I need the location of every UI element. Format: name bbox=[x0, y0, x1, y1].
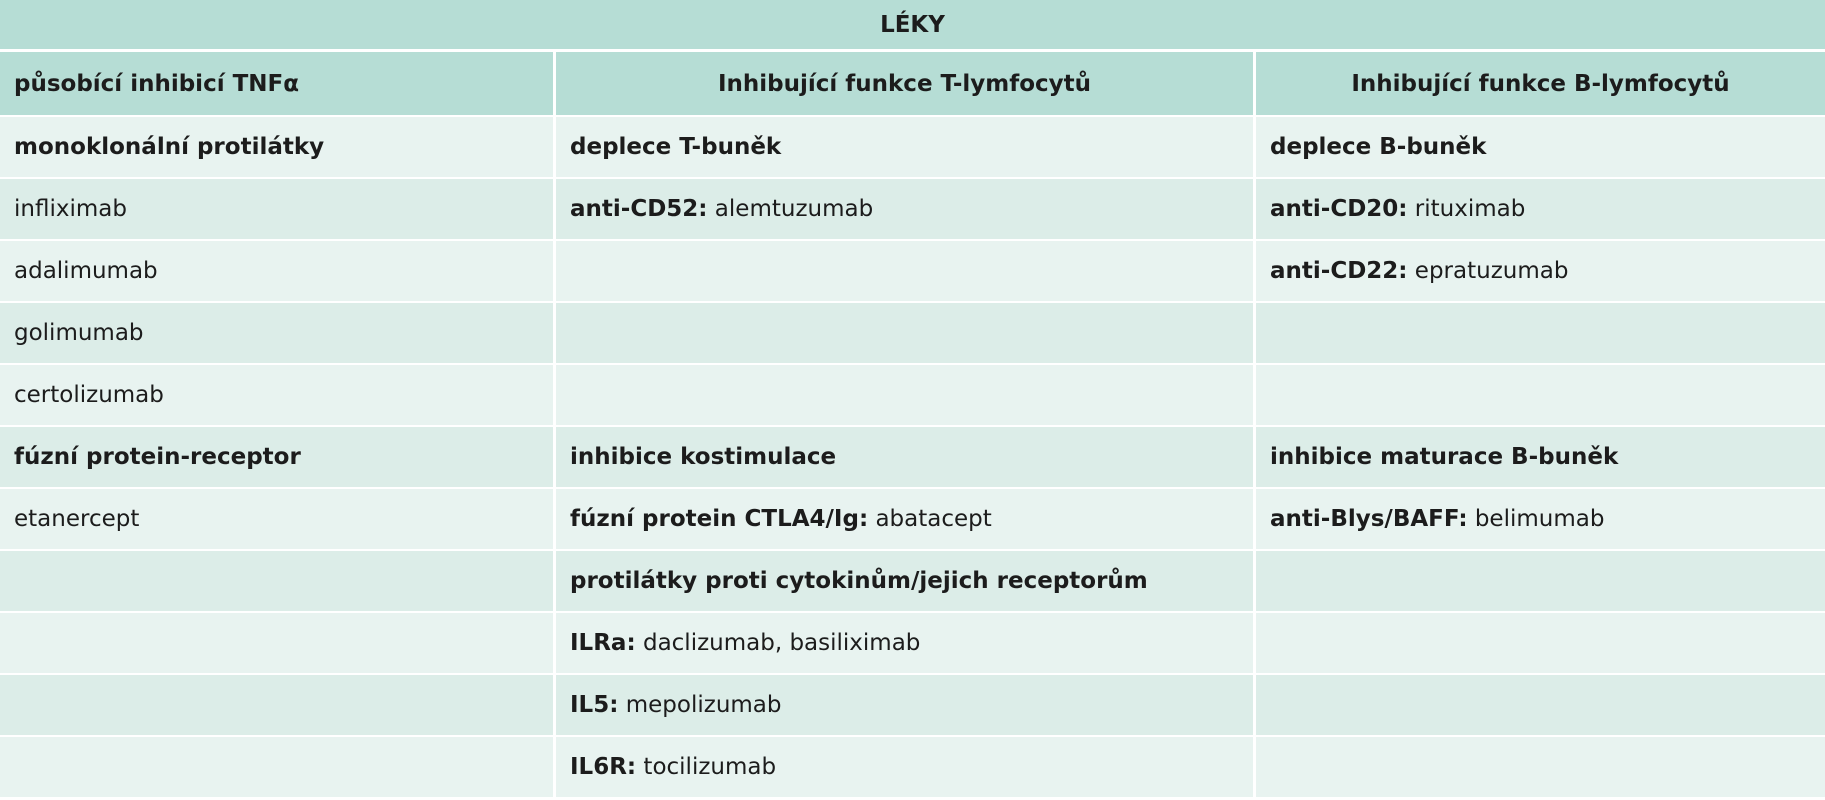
table-cell-tnf bbox=[0, 489, 556, 549]
table-row bbox=[0, 365, 1825, 427]
table-cell-t-lymphocytes bbox=[556, 613, 1256, 673]
table-cell-t-lymphocytes bbox=[556, 489, 1256, 549]
cell-value: golimumab bbox=[14, 320, 144, 346]
table-cell-b-lymphocytes bbox=[1256, 551, 1825, 611]
table-cell-b-lymphocytes bbox=[1256, 613, 1825, 673]
table-row bbox=[0, 551, 1825, 613]
table-row bbox=[0, 117, 1825, 179]
table-cell-tnf bbox=[0, 303, 556, 363]
cell-value: infliximab bbox=[14, 196, 127, 222]
table-title bbox=[0, 0, 1825, 52]
cell-label: protilátky proti cytokinům/jejich receptorům bbox=[570, 568, 1148, 594]
table-cell-tnf bbox=[0, 613, 556, 673]
cell-label: IL5: bbox=[570, 692, 619, 718]
table-cell-t-lymphocytes bbox=[556, 365, 1256, 425]
cell-label: deplece B-buněk bbox=[1270, 134, 1487, 160]
cell-label: fúzní protein-receptor bbox=[14, 444, 301, 470]
cell-label: anti-CD20: bbox=[1270, 196, 1408, 222]
cell-label: deplece T-buněk bbox=[570, 134, 782, 160]
cell-value: tocilizumab bbox=[636, 754, 777, 780]
table-cell-b-lymphocytes bbox=[1256, 303, 1825, 363]
table-header-row bbox=[0, 52, 1825, 117]
table-cell-tnf bbox=[0, 737, 556, 797]
header-t-lymphocytes: Inhibující funkce T-lymfocytů bbox=[556, 52, 1256, 115]
table-cell-t-lymphocytes bbox=[556, 117, 1256, 177]
cell-label: fúzní protein CTLA4/Ig: bbox=[570, 506, 869, 532]
cell-label: inhibice kostimulace bbox=[570, 444, 837, 470]
table-cell-b-lymphocytes bbox=[1256, 427, 1825, 487]
table-cell-tnf bbox=[0, 551, 556, 611]
table-cell-t-lymphocytes bbox=[556, 303, 1256, 363]
table-cell-tnf bbox=[0, 179, 556, 239]
cell-label: inhibice maturace B-buněk bbox=[1270, 444, 1619, 470]
table-row bbox=[0, 489, 1825, 551]
cell-value: alemtuzumab bbox=[707, 196, 874, 222]
table-cell-tnf bbox=[0, 365, 556, 425]
table-cell-tnf bbox=[0, 675, 556, 735]
table-row bbox=[0, 675, 1825, 737]
cell-value: abatacept bbox=[868, 506, 992, 532]
cell-value: rituximab bbox=[1407, 196, 1526, 222]
header-tnf: působící inhibicí TNFα bbox=[0, 52, 556, 115]
table-row bbox=[0, 303, 1825, 365]
cell-value: daclizumab, basiliximab bbox=[635, 630, 921, 656]
table-cell-t-lymphocytes bbox=[556, 551, 1256, 611]
table-cell-b-lymphocytes bbox=[1256, 365, 1825, 425]
cell-label: anti-Blys/BAFF: bbox=[1270, 506, 1468, 532]
table-row bbox=[0, 613, 1825, 675]
table-body bbox=[0, 117, 1825, 799]
table-cell-tnf bbox=[0, 117, 556, 177]
table-cell-t-lymphocytes bbox=[556, 737, 1256, 797]
table-row bbox=[0, 179, 1825, 241]
table-cell-t-lymphocytes bbox=[556, 675, 1256, 735]
table-cell-b-lymphocytes bbox=[1256, 489, 1825, 549]
table-cell-b-lymphocytes bbox=[1256, 117, 1825, 177]
cell-value: mepolizumab bbox=[618, 692, 782, 718]
table-cell-b-lymphocytes bbox=[1256, 241, 1825, 301]
table-row bbox=[0, 737, 1825, 799]
cell-label: IL6R: bbox=[570, 754, 637, 780]
cell-value: adalimumab bbox=[14, 258, 158, 284]
table-cell-b-lymphocytes bbox=[1256, 179, 1825, 239]
cell-value: epratuzumab bbox=[1407, 258, 1569, 284]
table-row bbox=[0, 427, 1825, 489]
table-cell-t-lymphocytes bbox=[556, 241, 1256, 301]
cell-value: etanercept bbox=[14, 506, 140, 532]
table-title-text: LÉKY bbox=[880, 11, 945, 38]
table-cell-tnf bbox=[0, 241, 556, 301]
cell-label: ILRa: bbox=[570, 630, 636, 656]
table-row bbox=[0, 241, 1825, 303]
table-cell-tnf bbox=[0, 427, 556, 487]
cell-label: anti-CD52: bbox=[570, 196, 708, 222]
cell-label: monoklonální protilátky bbox=[14, 134, 325, 160]
table-cell-b-lymphocytes bbox=[1256, 737, 1825, 797]
table-cell-t-lymphocytes bbox=[556, 179, 1256, 239]
table-cell-t-lymphocytes bbox=[556, 427, 1256, 487]
cell-value: certolizumab bbox=[14, 382, 164, 408]
header-b-lymphocytes: Inhibující funkce B-lymfocytů bbox=[1351, 70, 1730, 97]
table-cell-b-lymphocytes bbox=[1256, 675, 1825, 735]
cell-label: anti-CD22: bbox=[1270, 258, 1408, 284]
cell-value: belimumab bbox=[1467, 506, 1605, 532]
